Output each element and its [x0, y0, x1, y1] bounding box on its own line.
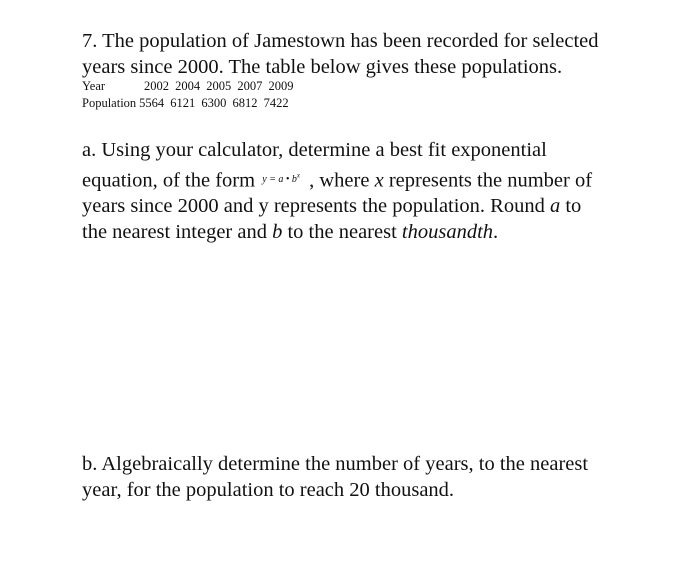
part-b-line-1: b. Algebraically determine the number of years, to the nearest: [82, 453, 589, 475]
variable-x: x: [374, 169, 384, 192]
formula-base: y = a • b: [262, 174, 297, 186]
year-label: Year: [82, 79, 106, 93]
part-a-text: represents the number of: [383, 169, 593, 192]
part-a-text: to the nearest: [282, 221, 402, 244]
part-a-text: .: [493, 221, 499, 244]
year-cell: 2009: [268, 79, 294, 93]
population-cell: 6812: [232, 96, 258, 110]
part-a-text: equation, of the form: [82, 169, 261, 192]
part-a-text: to: [560, 195, 582, 218]
population-cell: 5564: [139, 96, 165, 110]
population-table: [82, 78, 297, 112]
part-b-line-2: year, for the population to reach 20 thousand.: [82, 479, 455, 501]
population-values: [139, 95, 292, 112]
variable-b: b: [272, 221, 283, 244]
population-cell: 6300: [201, 96, 227, 110]
year-cell: 2005: [206, 79, 232, 93]
problem-intro: [82, 28, 682, 80]
part-a-line-2: [82, 163, 682, 193]
part-a-line-4: [82, 219, 682, 245]
part-a-line-1: a. Using your calculator, determine a best fit exponential: [82, 139, 547, 161]
year-cell: 2007: [237, 79, 263, 93]
exponential-formula: [262, 174, 300, 185]
population-row: [82, 95, 297, 112]
year-cell: 2004: [175, 79, 201, 93]
emphasis-thousandth: thousandth: [401, 221, 494, 244]
intro-line-2: years since 2000. The table below gives these populations.: [82, 56, 563, 78]
formula-exponent: x: [296, 172, 300, 180]
variable-a: a: [549, 195, 561, 218]
part-a-line-3: [82, 193, 682, 219]
part-b: [82, 451, 682, 503]
part-a-text: , where: [303, 169, 375, 192]
year-cell: 2002: [144, 79, 169, 93]
intro-line-1: 7. The population of Jamestown has been recorded for selected: [82, 30, 599, 52]
part-a: [82, 137, 682, 245]
year-row: [82, 78, 297, 95]
population-cell: 7422: [263, 96, 289, 110]
part-a-text: the nearest integer and: [82, 221, 273, 244]
year-values: [144, 78, 297, 95]
population-label: Population: [82, 96, 137, 110]
population-cell: 6121: [170, 96, 196, 110]
part-a-text: years since 2000 and y represents the population. Round: [82, 195, 550, 218]
